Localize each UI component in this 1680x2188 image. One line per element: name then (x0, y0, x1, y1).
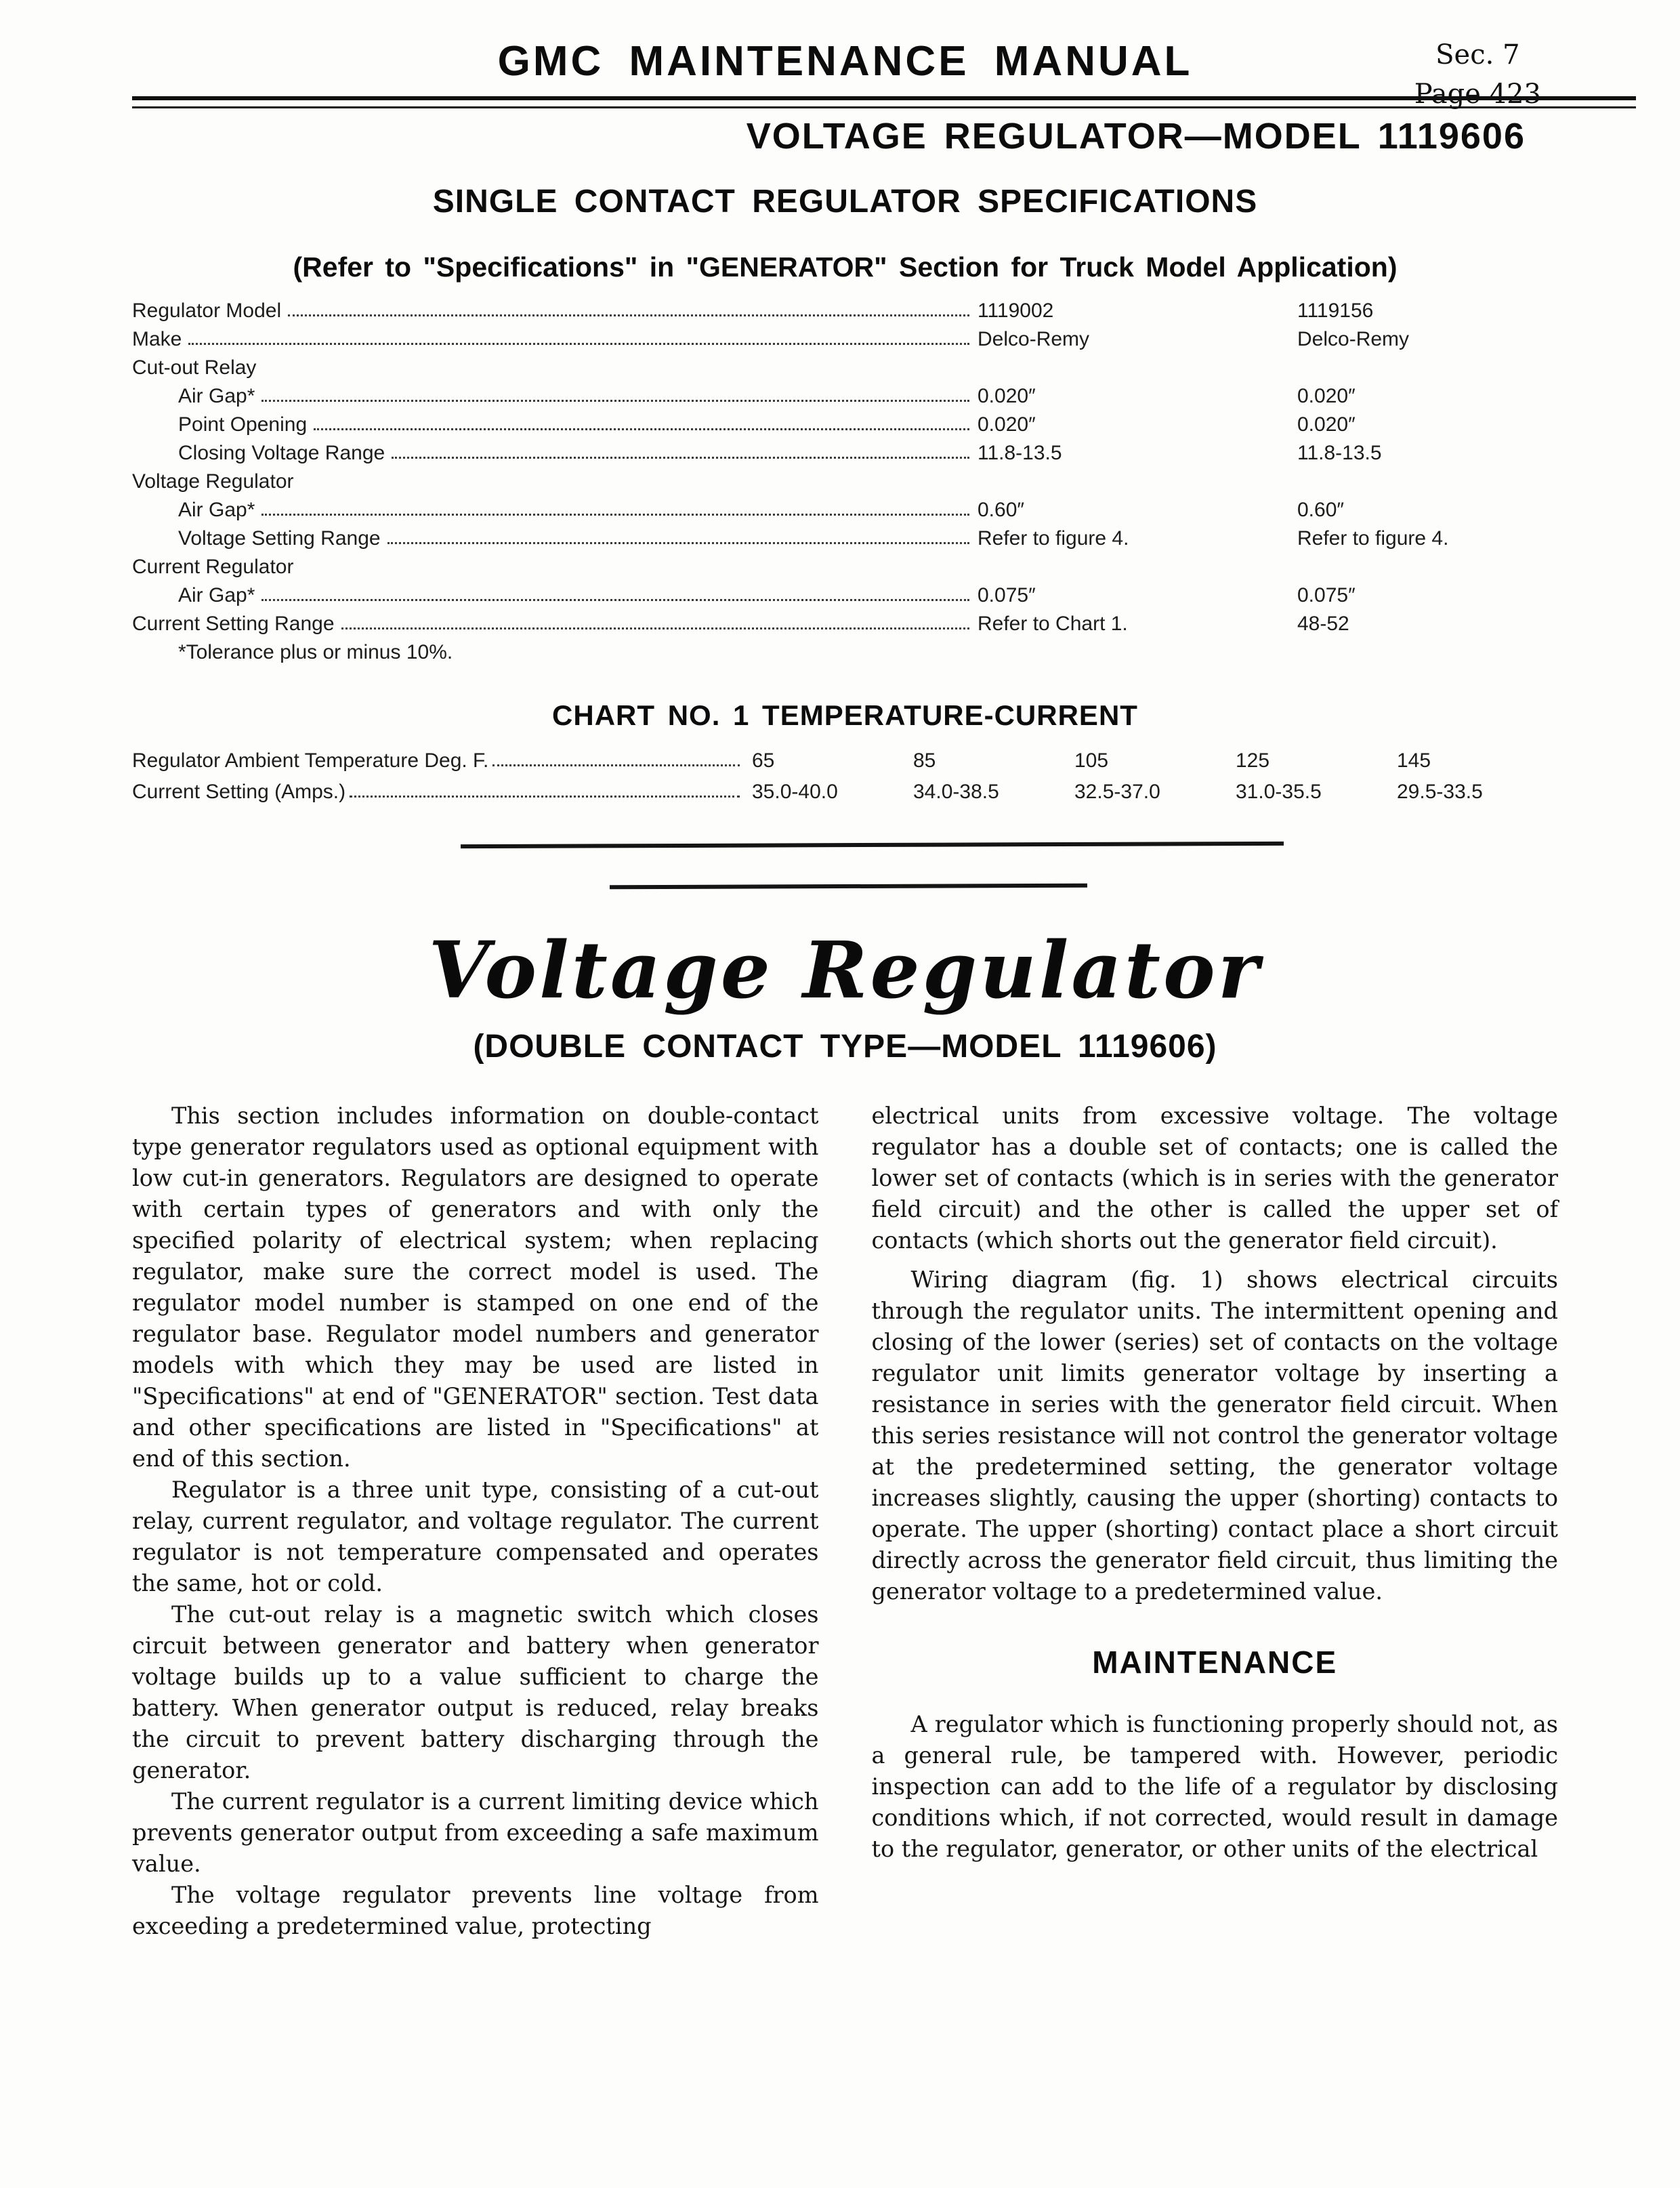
manual-title: GMC MAINTENANCE MANUAL (497, 38, 1193, 85)
spec-value-2: 48-52 (1297, 613, 1349, 635)
header-rule (132, 96, 1636, 108)
spec-section-row (132, 351, 1558, 379)
chart-table (132, 741, 1558, 804)
chart-values (752, 781, 1558, 804)
spec-row (132, 493, 1558, 522)
spec-label: Voltage Setting Range (178, 527, 381, 550)
left-column (132, 1100, 819, 1942)
spec-row (132, 379, 1558, 408)
spec-label: Make (132, 328, 182, 350)
spec-value-1: 1119002 (978, 300, 1054, 322)
spec-value-1: 0.60″ (978, 499, 1025, 521)
chart-row (132, 772, 1558, 804)
spec-value-1: Refer to Chart 1. (978, 613, 1128, 635)
divider-rule-long (461, 842, 1284, 848)
dotted-leader (261, 400, 969, 402)
spec-label: Air Gap* (178, 385, 255, 407)
spec-row (132, 294, 1558, 323)
spec-value-1: 0.020″ (978, 413, 1036, 436)
spec-section-row (132, 550, 1558, 579)
spec-value-1: 11.8-13.5 (978, 442, 1062, 464)
chart-label: Regulator Ambient Temperature Deg. F. (132, 749, 489, 772)
dotted-leader (492, 764, 740, 766)
spec-label: Air Gap* (178, 499, 255, 521)
chart-heading: CHART NO. 1 TEMPERATURE-CURRENT (552, 699, 1138, 731)
spec-value-1: Refer to figure 4. (978, 527, 1129, 550)
page-number: Page 423 (1414, 79, 1541, 110)
spec-label: Regulator Model (132, 300, 282, 322)
tolerance-footnote: *Tolerance plus or minus 10%. (178, 641, 453, 663)
chart-value: 34.0-38.5 (913, 781, 999, 803)
spec-label: Air Gap* (178, 584, 255, 606)
section-number: Sec. 7 (1435, 39, 1520, 70)
specs-note: (Refer to "Specifications" in "GENERATOR" Section for Truck Model Application) (293, 251, 1398, 283)
spec-label: Point Opening (178, 413, 308, 436)
right-column (872, 1100, 1559, 1942)
dotted-leader (314, 428, 969, 430)
spec-label: Closing Voltage Range (178, 442, 385, 464)
spec-footnote-row (132, 636, 1558, 664)
paragraph: electrical units from excessive voltage. The voltage regulator has a double set of contacts; one is called the lower set of contacts (which is in series with the generator field circuit) and the other is called the upper set of contacts (which shorts out the generator field circuit). (871, 1102, 1558, 1254)
spec-row (132, 436, 1558, 465)
spec-value-2: 0.60″ (1297, 499, 1345, 521)
chart-value: 65 (752, 749, 775, 772)
spec-section-label: Current Regulator (132, 556, 294, 578)
chart-value: 85 (913, 749, 936, 772)
dotted-leader (261, 514, 969, 516)
paragraph: A regulator which is functioning properly should not, as a general rule, be tampered with. However, periodic inspection can add to the life of a regulator by disclosing conditions which, if not corrected, would result in damage to the regulator, generator, or other units of the electrical (871, 1710, 1558, 1862)
chart-row (132, 741, 1558, 772)
chart-label: Current Setting (Amps.) (132, 781, 346, 803)
spec-row (132, 579, 1558, 607)
chart-values (752, 749, 1558, 772)
spec-value-2: 0.020″ (1297, 413, 1356, 436)
spec-value-2: 0.020″ (1297, 385, 1356, 407)
chart-value: 32.5-37.0 (1074, 781, 1160, 803)
paragraph: Wiring diagram (fig. 1) shows electrical circuits through the regulator units. The intermittent opening and closing of the lower (series) set of contacts on the voltage regulator unit limits generator voltage by inserting a resistance in series with the generator field circuit. When this series resistance will not control the generator voltage at the predetermined setting, the generator voltage increases slightly, causing the upper (shorting) contacts to operate. The upper (shorting) contact place a short circuit directly across the generator field circuit, thus limiting the generator voltage to a predetermined value. (871, 1266, 1558, 1605)
chart-value: 29.5-33.5 (1397, 781, 1483, 803)
script-title: Voltage Regulator (428, 925, 1262, 1016)
spec-value-1: Delco-Remy (978, 328, 1090, 350)
chart-value: 105 (1074, 749, 1109, 772)
maintenance-heading: MAINTENANCE (1092, 1644, 1338, 1680)
dotted-leader (392, 457, 969, 459)
paragraph: Regulator is a three unit type, consisting of a cut-out relay, current regulator, and voltage regulator. The current regulator is not temperature compensated and operates the same, hot or cold. (132, 1476, 819, 1596)
dotted-leader (261, 599, 969, 601)
dotted-leader (387, 542, 969, 544)
chart-value: 35.0-40.0 (752, 781, 838, 803)
spec-section-row (132, 465, 1558, 493)
paragraph: This section includes information on double-contact type generator regulators used as optional equipment with low cut-in generators. Regulators are designed to operate with certain types of generators and with only the specified polarity of electrical system; when replacing regulator, make sure the correct model is used. The regulator model number is stamped on one end of the regulator base. Regulator model numbers and generator models with which they may be used are listed in "Specifications" at end of "GENERATOR" section. Test data and other specifications are listed in "Specifications" at end of this section. (132, 1102, 819, 1472)
article-subtitle: (DOUBLE CONTACT TYPE—MODEL 1119606) (473, 1028, 1217, 1065)
subject-title: VOLTAGE REGULATOR—MODEL 1119606 (746, 116, 1526, 157)
paragraph: The current regulator is a current limiting device which prevents generator output from exceeding a safe maximum value. (132, 1788, 819, 1877)
spec-row (132, 607, 1558, 636)
chart-value: 125 (1236, 749, 1270, 772)
chart-value: 145 (1397, 749, 1431, 772)
spec-row (132, 408, 1558, 436)
dotted-leader (288, 314, 969, 316)
section-page-block (1414, 35, 1541, 114)
specs-heading: SINGLE CONTACT REGULATOR SPECIFICATIONS (432, 184, 1258, 220)
chart-value: 31.0-35.5 (1236, 781, 1322, 803)
divider-rule-short (610, 884, 1087, 889)
spec-value-2: Refer to figure 4. (1297, 527, 1449, 550)
spec-value-2: 0.075″ (1297, 584, 1356, 606)
dotted-leader (341, 627, 969, 629)
spec-value-2: 1119156 (1297, 300, 1374, 322)
spec-value-1: 0.020″ (978, 385, 1036, 407)
spec-value-2: 11.8-13.5 (1297, 442, 1382, 464)
spec-section-label: Voltage Regulator (132, 470, 294, 493)
spec-table (132, 294, 1558, 664)
spec-value-1: 0.075″ (978, 584, 1036, 606)
spec-section-label: Cut-out Relay (132, 356, 257, 379)
spec-label: Current Setting Range (132, 613, 335, 635)
spec-row (132, 323, 1558, 351)
paragraph: The voltage regulator prevents line voltage from exceeding a predetermined value, protecting (132, 1881, 819, 1939)
dotted-leader (188, 343, 969, 345)
spec-row (132, 522, 1558, 550)
paragraph: The cut-out relay is a magnetic switch which closes circuit between generator and battery when generator voltage builds up to a value sufficient to charge the battery. When generator output is reduced, relay breaks the circuit to prevent battery discharging through the generator. (132, 1601, 819, 1783)
spec-value-2: Delco-Remy (1297, 328, 1410, 350)
article-body (132, 1100, 1558, 1942)
dotted-leader (350, 796, 740, 798)
